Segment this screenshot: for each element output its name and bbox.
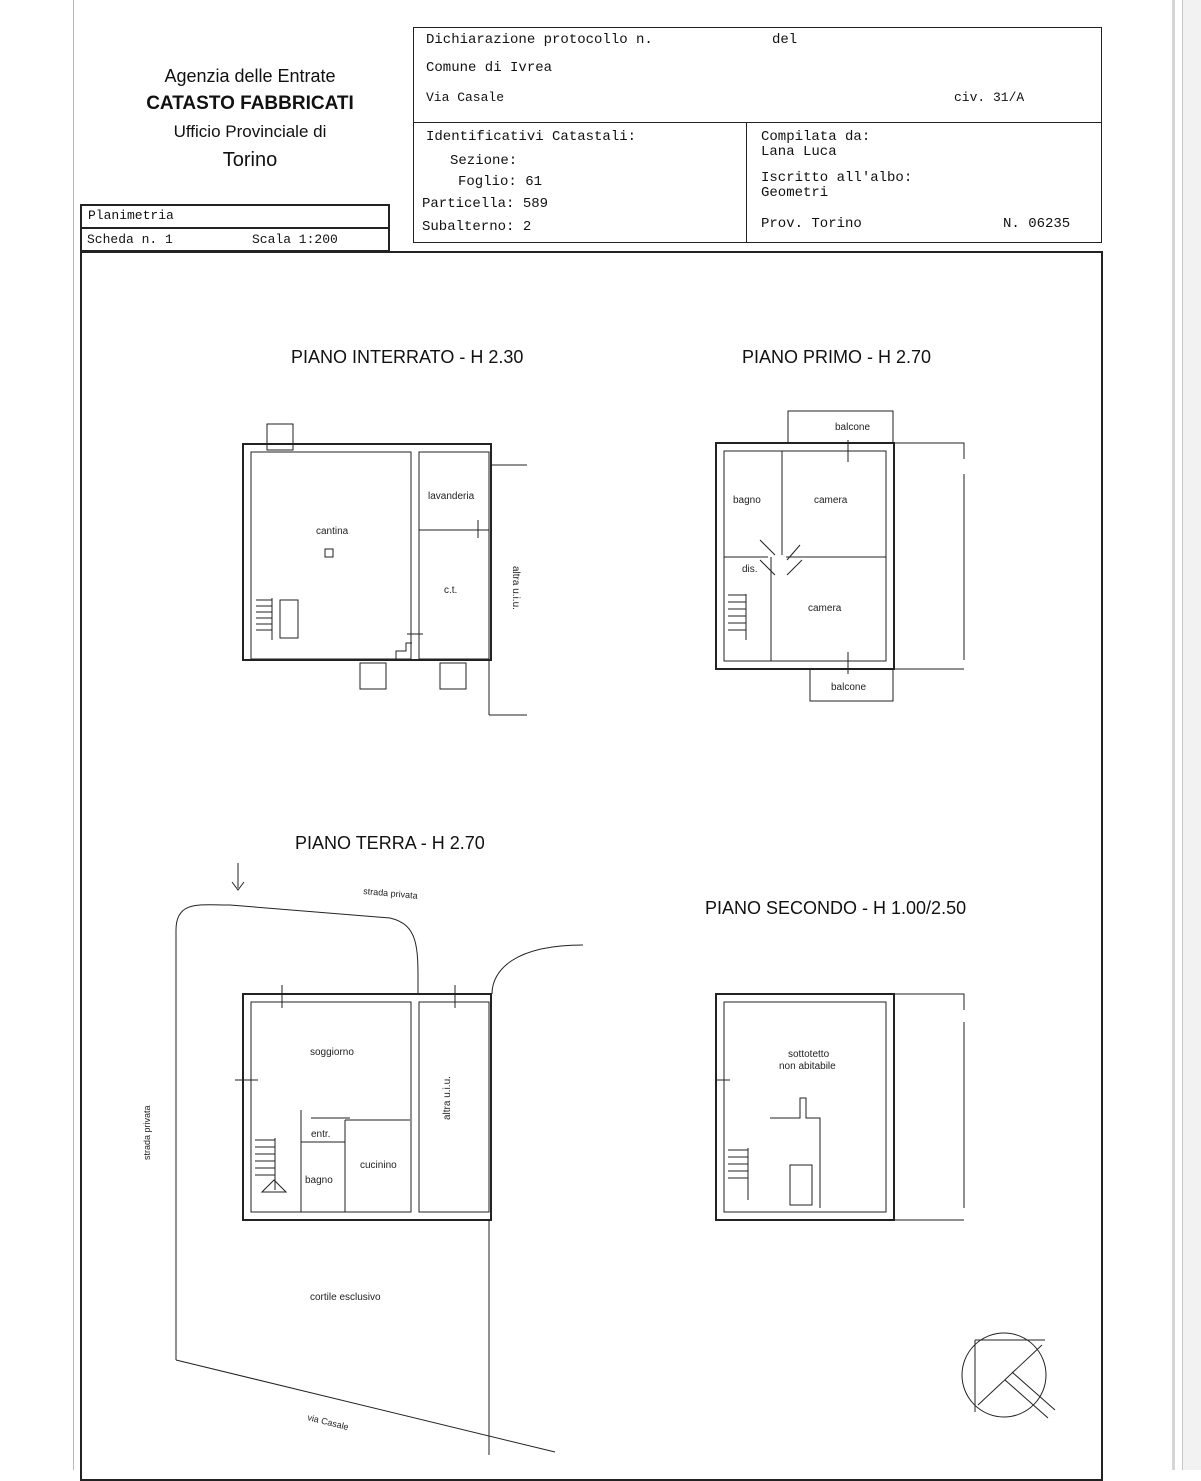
room-balcone-bottom: balcone — [831, 682, 867, 693]
room-soggiorno: soggiorno — [310, 1047, 354, 1058]
room-altra-uiu-interrato: altra u.i.u. — [510, 566, 521, 610]
plan-secondo — [716, 994, 964, 1220]
plan-interrato — [243, 424, 527, 715]
sezione-field: Sezione: — [450, 153, 518, 169]
primo-title: PIANO PRIMO - H 2.70 — [742, 347, 932, 367]
label-strada-privata-top: strada privata — [362, 886, 419, 901]
label-strada-privata-side: strada privata — [142, 1105, 152, 1160]
civ-label: civ. 31/A — [954, 90, 1025, 105]
terra-title: PIANO TERRA - H 2.70 — [295, 833, 485, 853]
room-cucinino: cucinino — [360, 1160, 397, 1171]
room-sottotetto-note: non abitabile — [779, 1061, 836, 1072]
compilata-title: Compilata da: — [761, 129, 871, 145]
room-balcone-top: balcone — [835, 422, 871, 433]
catasto-title: CATASTO FABBRICATI — [146, 93, 354, 114]
room-bagno-primo: bagno — [733, 495, 761, 506]
subalterno-field: Subalterno: 2 — [422, 219, 532, 235]
room-lavanderia: lavanderia — [428, 491, 475, 502]
agency-name: Agenzia delle Entrate — [164, 66, 336, 86]
comune-label: Comune di Ivrea — [426, 60, 553, 76]
compilata-name: Lana Luca — [761, 144, 837, 160]
ufficio-label: Ufficio Provinciale di — [173, 122, 327, 141]
label-cortile: cortile esclusivo — [310, 1292, 381, 1303]
scala-label: Scala 1:200 — [252, 232, 338, 247]
identificativi-title: Identificativi Catastali: — [426, 129, 637, 145]
room-altra-uiu-terra: altra u.i.u. — [442, 1076, 453, 1120]
scheda-label: Scheda n. 1 — [87, 232, 173, 247]
via-label: Via Casale — [426, 90, 505, 105]
secondo-title: PIANO SECONDO - H 1.00/2.50 — [705, 898, 967, 918]
planimetria-label: Planimetria — [88, 208, 174, 223]
particella-field: Particella: 589 — [422, 196, 549, 212]
albo-value: Geometri — [761, 185, 829, 201]
del-label: del — [772, 32, 798, 48]
prov-label: Prov. Torino — [761, 216, 862, 232]
foglio-field: Foglio: 61 — [458, 174, 543, 190]
room-camera-2: camera — [808, 603, 842, 614]
label-via-casale: via Casale — [306, 1412, 350, 1433]
north-arrow-icon — [962, 1333, 1055, 1418]
viewer-scrollbar[interactable] — [1182, 0, 1201, 1470]
plan-primo — [716, 411, 964, 701]
room-bagno-terra: bagno — [305, 1175, 333, 1186]
page-right-edge — [1172, 0, 1175, 1470]
protocol-label: Dichiarazione protocollo n. — [426, 32, 653, 48]
room-ct: c.t. — [444, 585, 458, 596]
albo-label: Iscritto all'albo: — [761, 170, 913, 186]
registration-number: N. 06235 — [1003, 216, 1071, 232]
ufficio-city: Torino — [222, 149, 278, 171]
interrato-title: PIANO INTERRATO - H 2.30 — [291, 347, 524, 367]
plan-terra — [176, 863, 583, 1455]
room-ingresso: entr. — [311, 1129, 331, 1140]
room-camera-1: camera — [814, 495, 848, 506]
room-disimpegno: dis. — [742, 564, 758, 575]
room-cantina: cantina — [316, 526, 349, 537]
room-sottotetto: sottotetto — [788, 1049, 830, 1060]
